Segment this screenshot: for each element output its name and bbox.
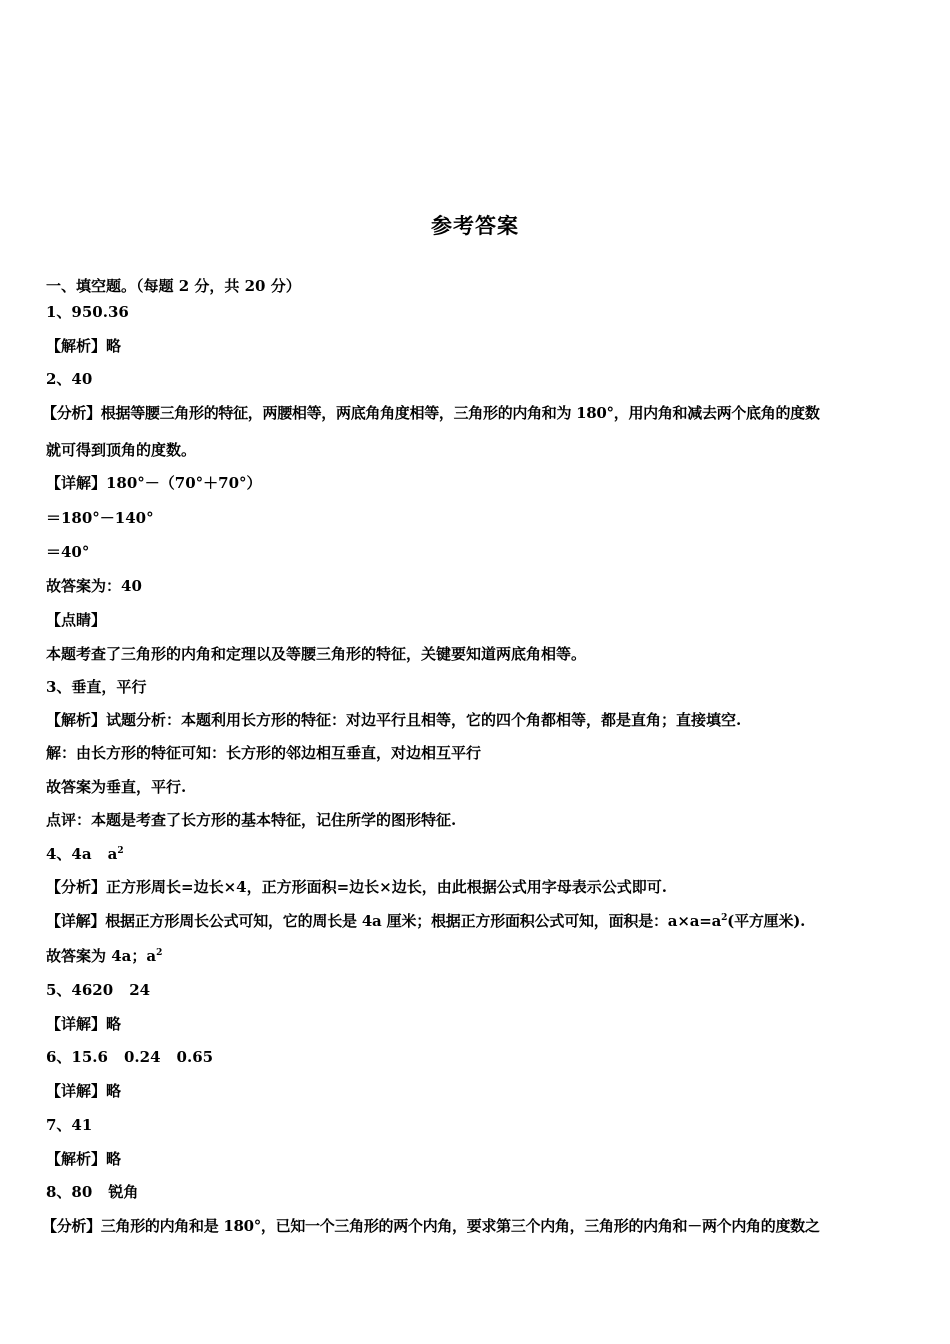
q8-analysis: 【分析】三角形的内角和是 180°，已知一个三角形的两个内角，要求第三个内角，三角形的内角和－两个内角的度数之 [42, 1217, 820, 1235]
q5-detail: 【详解】略 [46, 1015, 122, 1033]
q2-step2: ＝40° [46, 543, 90, 561]
q4-answer-base: a [107, 845, 118, 863]
q7-analysis: 【解析】略 [46, 1150, 122, 1168]
q4-answer-superscript: 2 [117, 846, 124, 856]
q2-analysis-line1: 【分析】根据等腰三角形的特征，两腰相等，两底角角度相等，三角形的内角和为 180°，用内角和减去两个底角的度数 [42, 404, 820, 422]
q2-analysis-line2: 就可得到顶角的度数。 [46, 441, 197, 459]
q8-answer [46, 1182, 916, 1202]
section-header: 一、填空题。（每题 2 分，共 20 分） [46, 277, 301, 295]
q5-answer-a: 5、4620 [46, 981, 114, 999]
q2-answer: 2、40 [46, 370, 93, 388]
q4-answer [46, 844, 916, 864]
q6-answer [46, 1047, 916, 1067]
q4-answer-prefix: 4、4a [46, 845, 92, 863]
q2-conclusion: 故答案为：40 [46, 577, 142, 595]
q7-answer: 7、41 [46, 1116, 93, 1134]
q3-analysis: 【解析】试题分析：本题利用长方形的特征：对边平行且相等，它的四个角都相等，都是直角；直接填空. [46, 711, 742, 729]
q6-answer-b: 0.24 [123, 1048, 161, 1066]
q2-detail: 【详解】180°－（70°＋70°） [46, 474, 262, 492]
q3-conclusion: 故答案为垂直，平行. [46, 778, 187, 796]
q2-comment: 本题考查了三角形的内角和定理以及等腰三角形的特征，关键要知道两底角相等。 [46, 645, 587, 663]
q4-detail [46, 911, 916, 931]
q3-answer: 3、垂直，平行 [46, 678, 147, 696]
q4-conclusion [46, 946, 916, 966]
q1-analysis: 【解析】略 [46, 337, 122, 355]
q3-review: 点评：本题是考查了长方形的基本特征，记住所学的图形特征. [46, 811, 457, 829]
q4-analysis: 【分析】正方形周长=边长×4，正方形面积=边长×边长，由此根据公式用字母表示公式即可. [46, 878, 667, 896]
q6-answer-a: 6、15.6 [46, 1048, 108, 1066]
page-title: 参考答案 [431, 213, 519, 238]
q6-detail: 【详解】略 [46, 1082, 122, 1100]
q2-comment-label: 【点睛】 [46, 611, 107, 629]
q4-conclusion-superscript: 2 [156, 948, 163, 958]
q4-detail-suffix: (平方厘米). [727, 912, 806, 930]
q5-answer [46, 980, 916, 1000]
q1-answer: 1、950.36 [46, 303, 129, 321]
q8-answer-b: 锐角 [108, 1183, 139, 1201]
q5-answer-b: 24 [129, 981, 151, 999]
q8-answer-a: 8、80 [46, 1183, 93, 1201]
q3-solution: 解：由长方形的特征可知：长方形的邻边相互垂直，对边相互平行 [46, 744, 482, 762]
q4-conclusion-prefix: 故答案为 4a；a [46, 947, 157, 965]
q2-step1: ＝180°－140° [46, 509, 154, 527]
q4-detail-superscript: 2 [721, 913, 728, 923]
q6-answer-c: 0.65 [176, 1048, 214, 1066]
q4-detail-prefix: 【详解】根据正方形周长公式可知，它的周长是 4a 厘米；根据正方形面积公式可知，面积是：a×a=a [46, 912, 722, 930]
